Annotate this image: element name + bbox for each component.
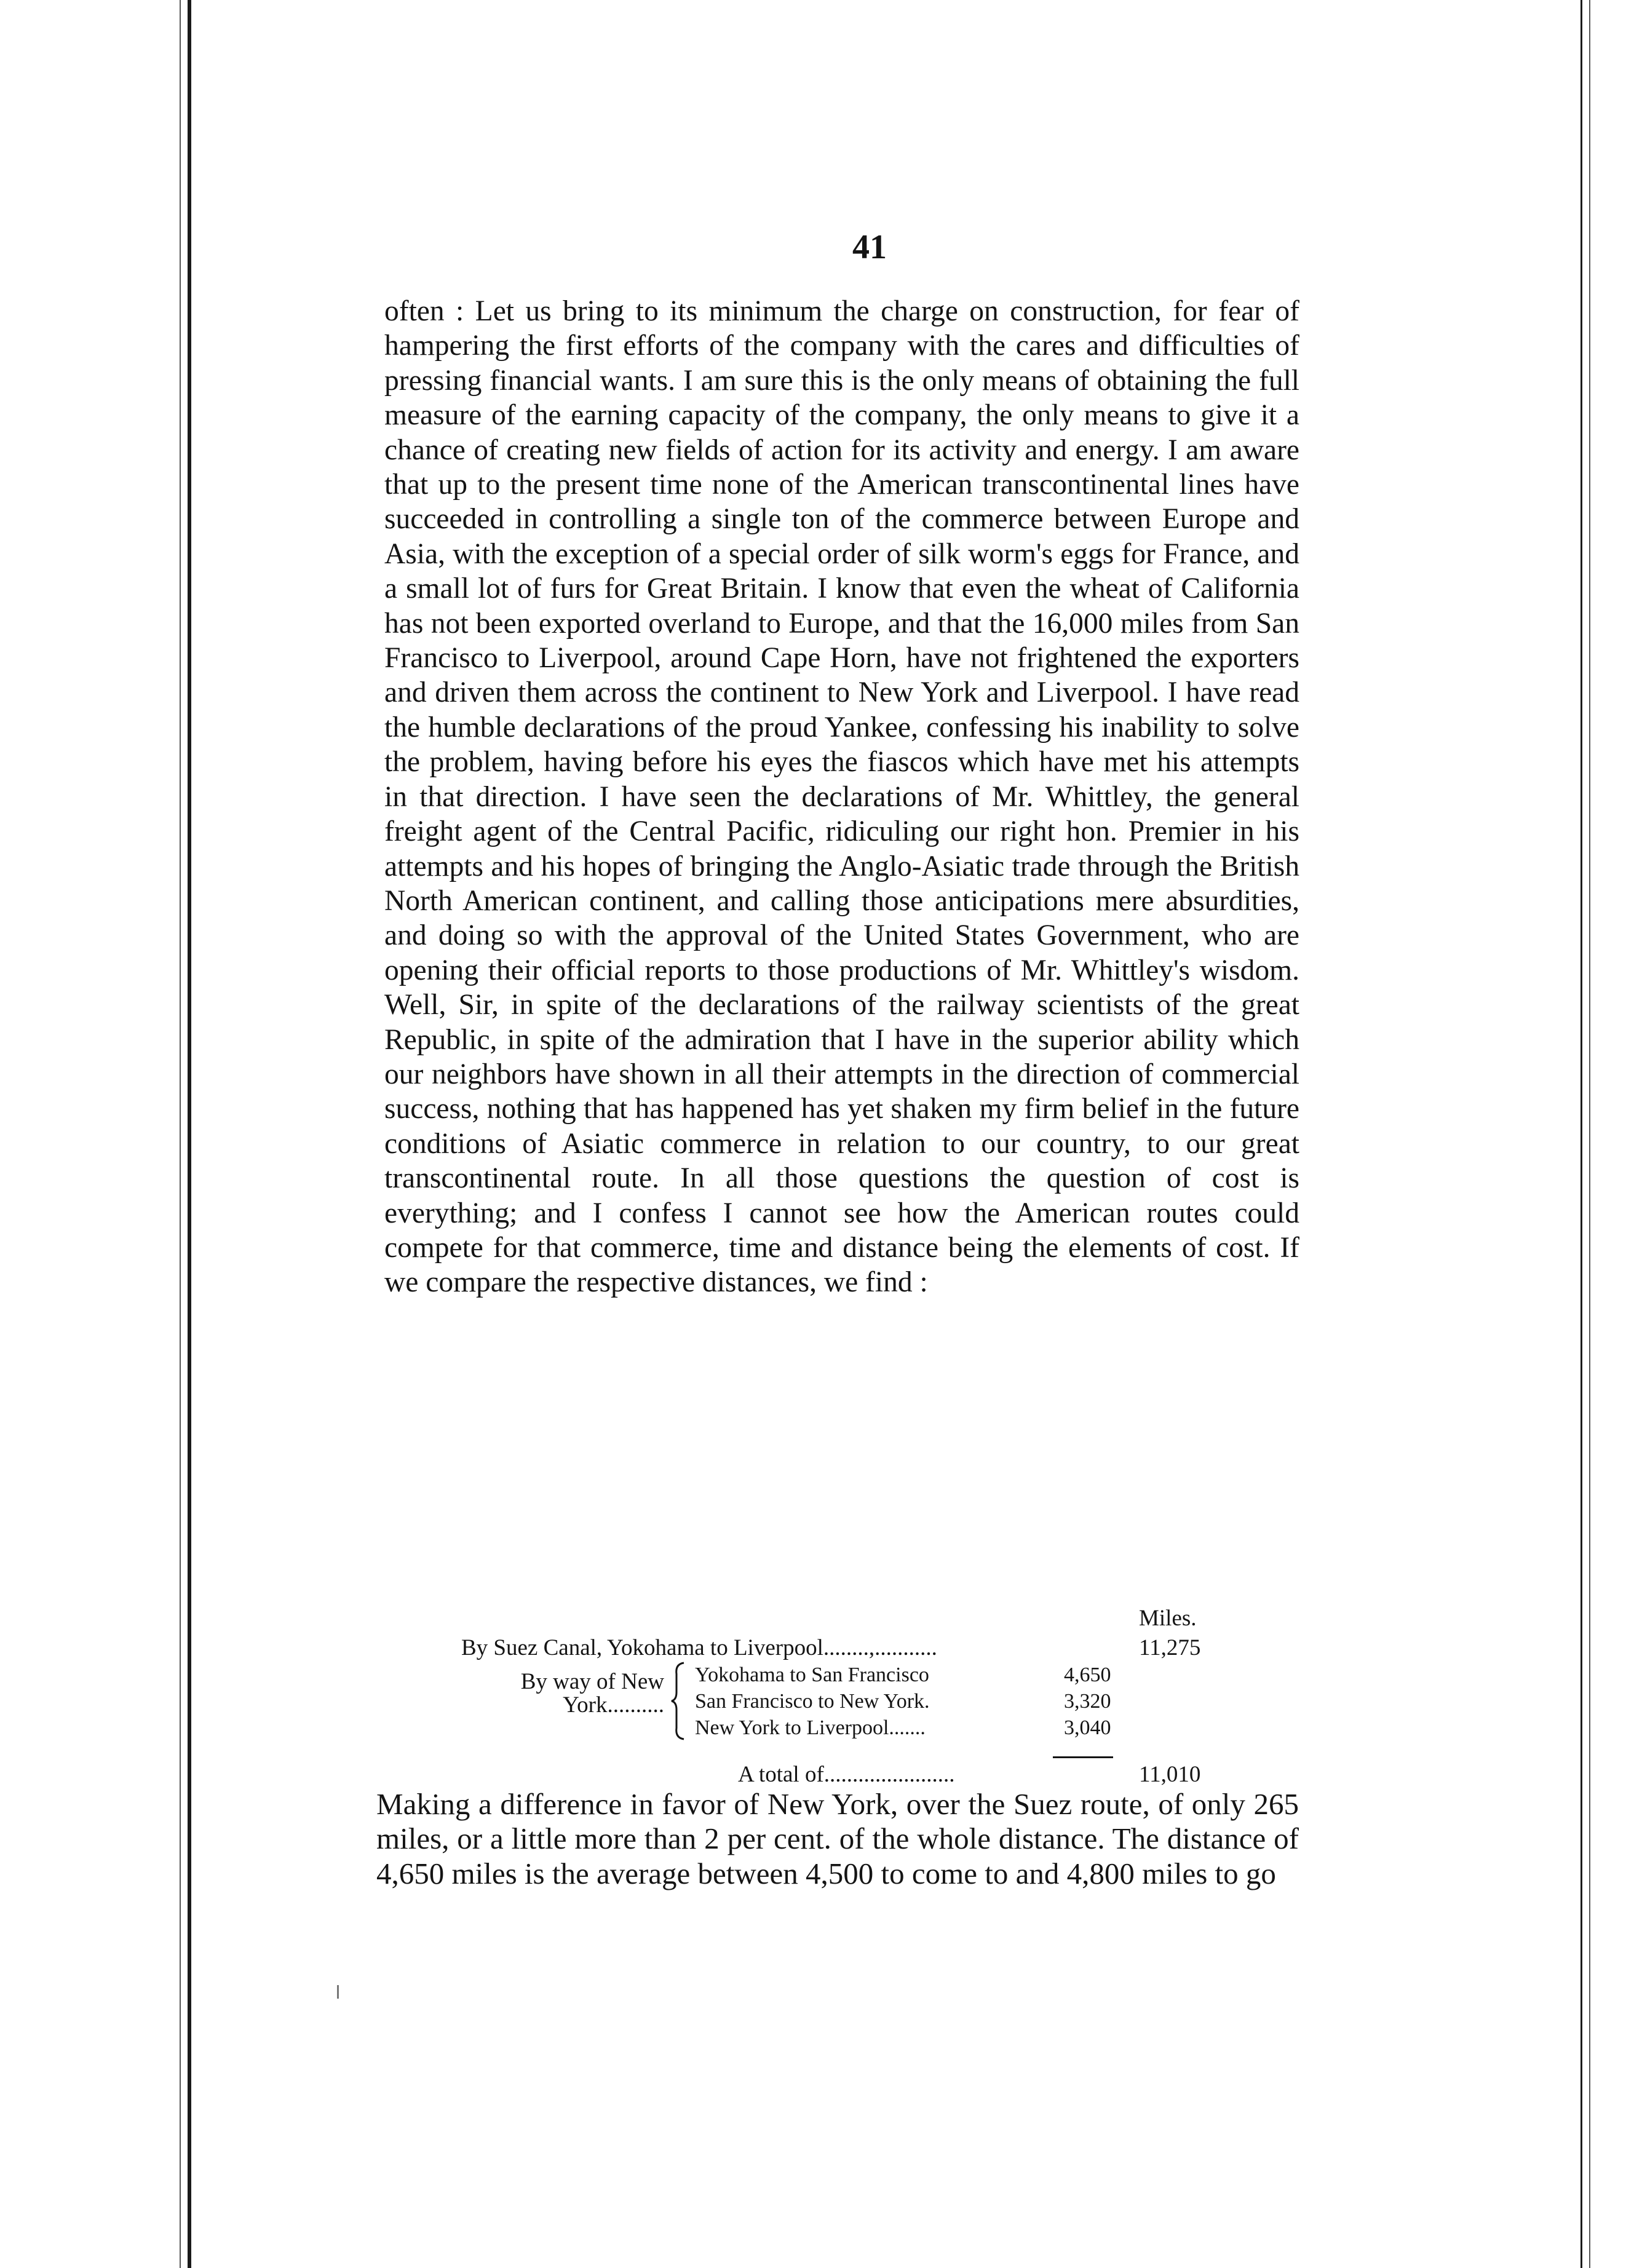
route-label: San Francisco to New York. <box>695 1690 930 1713</box>
page-gutter-line <box>188 0 191 2268</box>
route-row <box>695 1662 1111 1689</box>
print-speck <box>337 1985 339 1999</box>
body-paragraph: often : Let us bring to its minimum the charge on construction, for fear of hampering the first efforts of the company with the cares and difficulties of pressing financial wants. I am sure this is the only means of obtaining the full measure of the earning capacity of the company, the only means to give it a chance of creating new fields of action for its activity and energy. I am aware that up to the present time none of the American transcontinental lines have succeeded in controlling a single ton of the commerce between Europe and Asia, with the exception of a special order of silk worm's eggs for France, and a small lot of furs for Great Britain. I know that even the wheat of California has not been exported overland to Europe, and that the 16,000 miles from San Francisco to Liverpool, around Cape Horn, have not frightened the exporters and driven them across the continent to New York and Liverpool. I have read the humble declarations of the proud Yankee, confessing his inability to solve the problem, having before his eyes the fiascos which have met his attempts in that direction. I have seen the declarations of Mr. Whittley, the general freight agent of the Central Pacific, ridiculing our right hon. Premier in his attempts and his hopes of bringing the Anglo-Asiatic trade through the British North American continent, and calling those anticipations mere absurdities, and doing so with the approval of the United States Government, who are opening their official reports to those productions of Mr. Whittley's wisdom. Well, Sir, in spite of the declarations of the railway scientists of the great Republic, in spite of the admiration that I have in the superior ability which our neighbors have shown in all their attempts in the direction of commercial success, nothing that has happened has yet shaken my firm belief in the future conditions of Asiatic commerce in relation to our country, to our great transcontinental route. In all those questions the question of cost is everything; and I confess I cannot see how the American routes could compete for that commerce, time and distance being the elements of cost. If we compare the respective distances, we find : <box>384 295 1299 1299</box>
miles-column-header: Miles. <box>1139 1606 1197 1631</box>
suez-route-label: By Suez Canal, Yokohama to Liverpool........,........... <box>461 1635 937 1660</box>
continuation-paragraph: Making a difference in favor of New York, over the Suez route, of only 265 miles, or a little more than 2 per cent. of the whole distance. The distance of 4,650 miles is the average between 4,500 to come to and 4,800 miles to go <box>376 1787 1299 1890</box>
total-row <box>738 1761 1201 1788</box>
total-label: A total of....................... <box>738 1762 955 1787</box>
new-york-route-label-line1: By way of New <box>520 1669 664 1694</box>
total-miles: 11,010 <box>1139 1762 1201 1787</box>
new-york-route-label-line2: York.......... <box>563 1692 664 1718</box>
route-label: Yokohama to San Francisco <box>695 1663 929 1686</box>
page-edge-line-thin <box>1589 0 1590 2268</box>
new-york-route-label <box>480 1670 664 1717</box>
suez-route-row <box>461 1635 1201 1662</box>
page-gutter-line-thin <box>180 0 181 2268</box>
curly-brace-icon <box>670 1662 686 1740</box>
route-row <box>695 1688 1111 1715</box>
page-number: 41 <box>852 228 887 266</box>
sum-rule-line <box>1053 1756 1113 1758</box>
distance-table <box>430 1605 1291 1790</box>
route-miles: 3,040 <box>1064 1716 1111 1739</box>
route-miles: 3,320 <box>1064 1690 1111 1713</box>
route-row <box>695 1715 1111 1742</box>
suez-route-miles: 11,275 <box>1139 1635 1201 1660</box>
page-edge-line <box>1580 0 1582 2268</box>
route-label: New York to Liverpool....... <box>695 1716 926 1739</box>
route-miles: 4,650 <box>1064 1663 1111 1686</box>
